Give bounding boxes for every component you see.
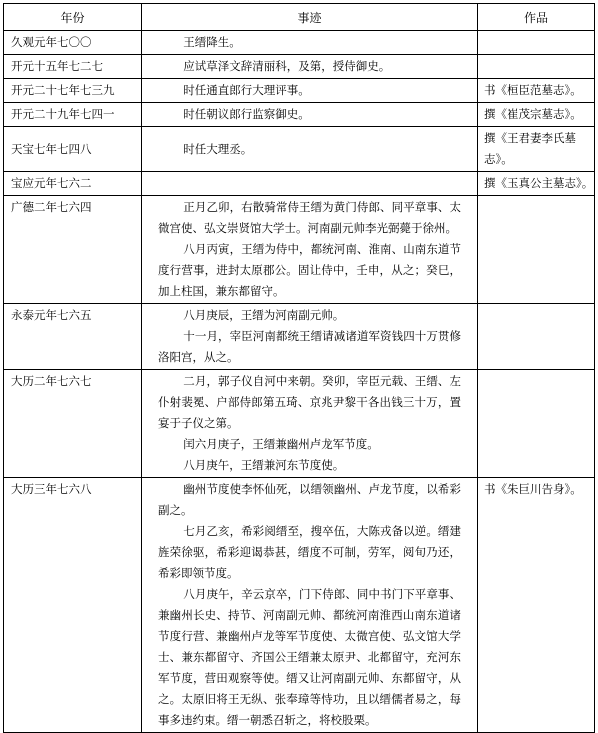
event-text: 八月丙寅，王缙为侍中，都统河南、淮南、山南东道节度行营事，进封太原郡公。固让侍中，壬申，从之；癸巳，加上柱国，兼东都留守。 — [158, 242, 461, 298]
year-cell: 大历三年七六八 — [4, 478, 142, 733]
table-row — [4, 172, 595, 196]
event-text: 正月乙卯，右散骑常侍王缙为黄门侍郎、同平章事、太微宫使、弘文崇贤馆大学士。河南副元帅李光弼薨于徐州。 — [158, 200, 461, 235]
event-text: 十一月，宰臣河南都统王缙请减诸道军资钱四十万贯修洛阳宫，从之。 — [158, 329, 461, 364]
events-cell — [142, 79, 478, 103]
event-text: 时任通直郎行大理评事。 — [183, 83, 310, 97]
header-year: 年份 — [4, 4, 142, 31]
works-cell — [478, 304, 595, 370]
header-works: 作品 — [478, 4, 595, 31]
year-cell: 开元二十九年七四一 — [4, 103, 142, 127]
chronology-table — [3, 3, 595, 733]
table-row — [4, 304, 595, 370]
works-cell: 书《朱巨川告身》。 — [478, 478, 595, 733]
year-cell: 大历二年七六七 — [4, 370, 142, 478]
events-cell — [142, 172, 478, 196]
works-cell: 撰《玉真公主墓志》。 — [478, 172, 595, 196]
header-row — [4, 4, 595, 31]
event-text: 闰六月庚子，王缙兼幽州卢龙军节度。 — [183, 437, 379, 451]
works-cell: 撰《王君妻李氏墓志》。 — [478, 127, 595, 172]
event-text: 八月庚午，辛云京卒，门下侍郎、同中书门下平章事、兼幽州长史、持节、河南副元帅、都统河南淮西山南东道诸节度行营、兼幽州卢龙等军节度使、太微宫使、弘文馆大学士、兼东都留守、齐国公王缙兼太原尹、北都留守，充河东军节度，营田观察等使。缙又让河南副元帅、东都留守，从之。太原旧将王无纵、张奉璋等恃功，且以缙儒者易之，每事多违约束。缙一朝悉召斩之，将校股栗。 — [158, 587, 461, 727]
events-cell — [142, 478, 478, 733]
table-row — [4, 31, 595, 55]
event-text: 时任大理丞。 — [183, 141, 253, 156]
works-cell: 撰《崔茂宗墓志》。 — [478, 103, 595, 127]
works-cell: 书《桓臣范墓志》。 — [478, 79, 595, 103]
events-cell — [142, 55, 478, 79]
works-cell — [478, 196, 595, 304]
table-row — [4, 370, 595, 478]
event-text: 王缙降生。 — [183, 35, 241, 49]
year-cell: 天宝七年七四八 — [4, 127, 142, 172]
year-cell: 开元十五年七二七 — [4, 55, 142, 79]
events-cell — [142, 127, 478, 172]
year-cell: 广德二年七六四 — [4, 196, 142, 304]
works-cell — [478, 55, 595, 79]
events-cell — [142, 31, 478, 55]
event-text: 应试草泽文辞清丽科，及第，授侍御史。 — [183, 59, 391, 73]
year-cell: 永泰元年七六五 — [4, 304, 142, 370]
table-row — [4, 478, 595, 733]
events-cell — [142, 196, 478, 304]
events-cell — [142, 370, 478, 478]
table-row — [4, 127, 595, 172]
works-cell — [478, 370, 595, 478]
year-cell: 开元二十七年七三九 — [4, 79, 142, 103]
event-text: 二月，郭子仪自河中来朝。癸卯，宰臣元载、王缙、左仆射裴冕、户部侍郎第五琦、京兆尹黎干各出钱三十万，置宴于子仪之第。 — [158, 374, 461, 430]
table-row — [4, 55, 595, 79]
year-cell: 宝应元年七六二 — [4, 172, 142, 196]
event-text: 八月庚辰，王缙为河南副元帅。 — [183, 308, 345, 322]
table-row — [4, 103, 595, 127]
events-cell — [142, 304, 478, 370]
event-text: 幽州节度使李怀仙死，以缙领幽州、卢龙节度，以希彩副之。 — [158, 482, 461, 517]
table-row — [4, 196, 595, 304]
header-events: 事迹 — [142, 4, 478, 31]
events-cell — [142, 103, 478, 127]
event-text: 八月庚午，王缙兼河东节度使。 — [183, 458, 345, 472]
table-row — [4, 79, 595, 103]
event-text: 时任朝议郎行监察御史。 — [183, 107, 310, 121]
event-text: 七月乙亥，希彩阅缙至，搜卒伍，大陈戎备以逆。缙建旌荣徐驱，希彩迎谒恭甚，缙度不可制，劳军，阅旬乃还，希彩即领节度。 — [158, 524, 461, 580]
works-cell — [478, 31, 595, 55]
year-cell: 久观元年七〇〇 — [4, 31, 142, 55]
